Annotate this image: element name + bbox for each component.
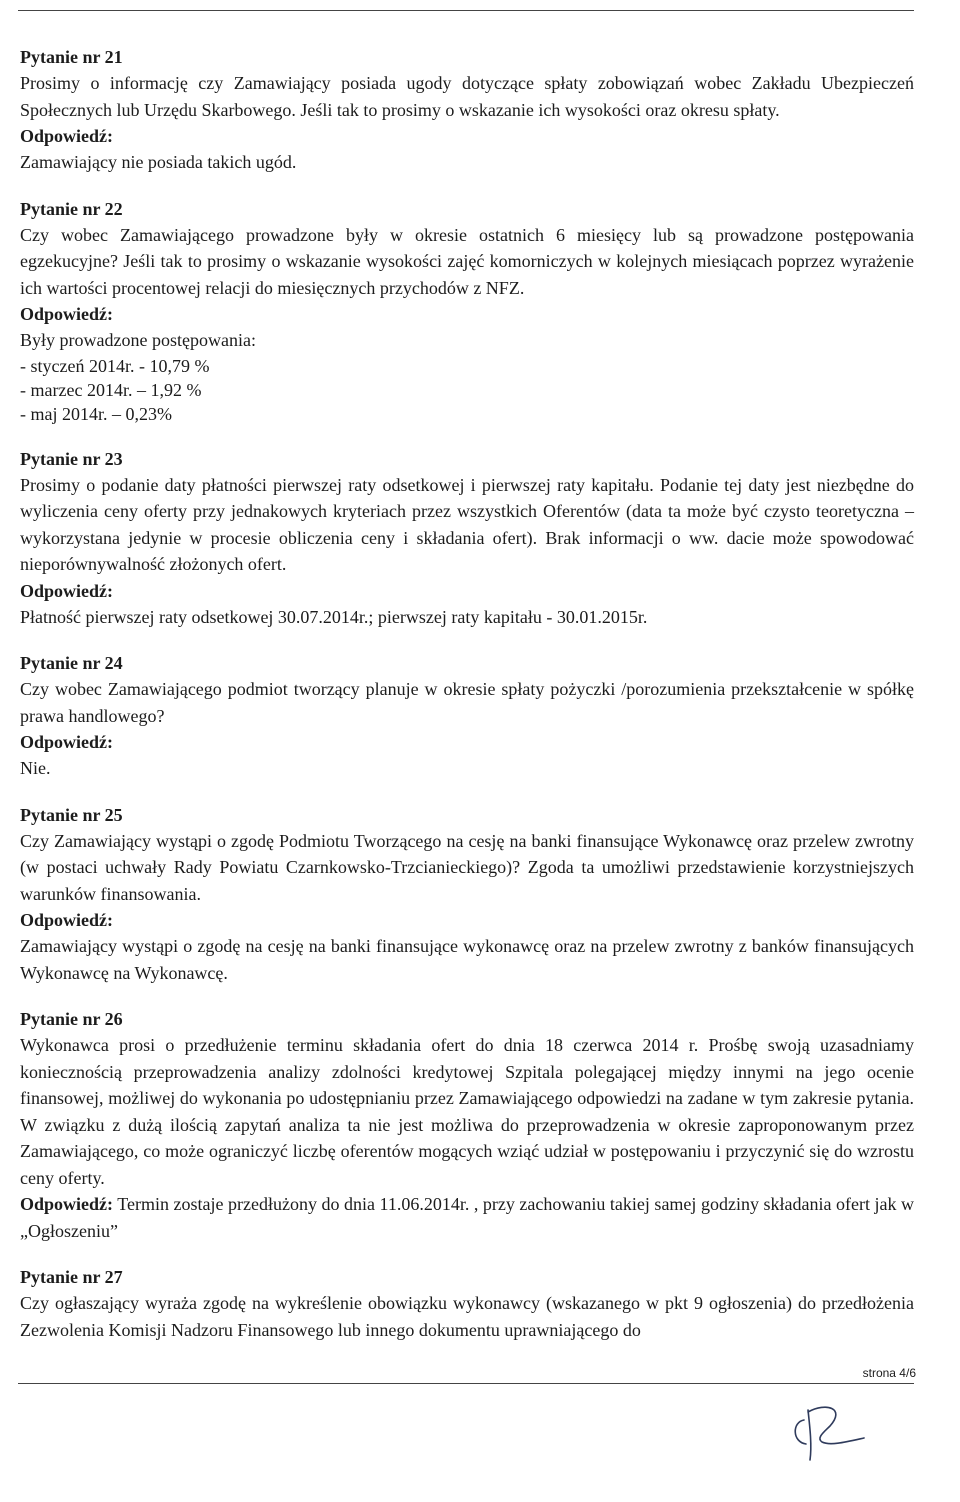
answer-label: Odpowiedź: [20, 732, 114, 752]
page-number: strona 4/6 [862, 1366, 916, 1380]
answer-label: Odpowiedź: [20, 910, 114, 930]
question-text: Czy Zamawiający wystąpi o zgodę Podmiotu Tworzącego na cesję na banki finansujące Wykonawcę oraz przelew zwrotny (w postaci uchwały Rady Powiatu Czarnkowsko-Trzcianieckiego)? Zgoda ta umożliwi przedstawienie korzystniejszych warunków finansowania. [20, 830, 914, 904]
question-25 [20, 802, 914, 987]
answer-text: Nie. [20, 758, 51, 778]
question-text: Czy ogłaszający wyraża zgodę na wykreślenie obowiązku wykonawcy (wskazanego w pkt 9 ogłoszenia) do przedłożenia Zezwolenia Komisji Nadzoru Finansowego lub innego dokumentu uprawniającego do [20, 1293, 914, 1340]
question-23 [20, 446, 914, 631]
question-text: Prosimy o podanie daty płatności pierwszej raty odsetkowej i pierwszej raty kapitału. Podanie tej daty jest niezbędne do wyliczenia ceny oferty przy jednakowych kryteriach przez wszystkich Oferentów (data ta może być czysto teoretyczna – wykorzystana jedynie w procesie obliczenia ceny i składania ofert). Brak informacji o ww. dacie może spowodować nieporównywalność złożonych ofert. [20, 474, 914, 574]
question-27 [20, 1264, 914, 1343]
question-text: Czy wobec Zamawiającego prowadzone były w okresie ostatnich 6 miesięcy lub są prowadzone postępowania egzekucyjne? Jeśli tak to prosimy o wskazanie wysokości zajęć komorniczych w kolejnych miesiącach poprzez wyrażenie ich wartości procentowej relacji do miesięcznych przychodów z NFZ. [20, 224, 914, 298]
answer-text: Płatność pierwszej raty odsetkowej 30.07.2014r.; pierwszej raty kapitału - 30.01.2015r. [20, 606, 648, 627]
question-title: Pytanie nr 27 [20, 1267, 123, 1287]
document-body [20, 44, 914, 1363]
top-rule [18, 10, 914, 11]
answer-text: Zamawiający wystąpi o zgodę na cesję na banki finansujące wykonawcę oraz na przelew zwrotny z banków finansujących Wykonawcę na Wykonawcę. [20, 936, 914, 983]
answer-paragraph [20, 1191, 914, 1244]
question-21 [20, 44, 914, 176]
answer-label: Odpowiedź: [20, 580, 114, 601]
answer-label: Odpowiedź: [20, 304, 114, 324]
answer-label: Odpowiedź: [20, 1194, 114, 1214]
question-title: Pytanie nr 23 [20, 448, 123, 469]
question-22 [20, 196, 914, 426]
question-text: Prosimy o informację czy Zamawiający posiada ugody dotyczące spłaty zobowiązań wobec Zakładu Ubezpieczeń Społecznych lub Urzędu Skarbowego. Jeśli tak to prosimy o wskazanie ich wysokości oraz okresu spłaty. [20, 73, 914, 120]
answer-intro: Były prowadzone postępowania: [20, 330, 256, 350]
question-text: Wykonawca prosi o przedłużenie terminu składania ofert do dnia 18 czerwca 2014 r. Prośbę swoją uzasadniamy koniecznością przeprowadzenia analizy zdolności kredytowej Szpitala polegającej między innymi na jego ocenie finansowej, możliwej do wykonania po udostępnianiu przez Zamawiającego odpowiedzi na zadane w tym zakresie pytania. W związku z dużą ilością zapytań analiza ta nie jest możliwa do przeprowadzenia w okresie zaproponowanym przez Zamawiającego, co może ograniczyć liczbę oferentów mogących wziąć udział w postępowaniu i przyczynić się do wzrostu ceny oferty. [20, 1035, 914, 1188]
list-item: - styczeń 2014r. - 10,79 % [20, 355, 210, 376]
answer-list [20, 354, 914, 426]
answer-text: Termin zostaje przedłużony do dnia 11.06.2014r. , przy zachowaniu takiej samej godziny składania ofert jak w „Ogłoszeniu” [20, 1194, 914, 1241]
question-26 [20, 1006, 914, 1244]
answer-label: Odpowiedź: [20, 126, 114, 146]
question-title: Pytanie nr 25 [20, 804, 123, 825]
question-text: Czy wobec Zamawiającego podmiot tworzący planuje w okresie spłaty pożyczki /porozumienia przekształcenie w spółkę prawa handlowego? [20, 679, 914, 726]
answer-text: Zamawiający nie posiada takich ugód. [20, 152, 297, 172]
signature-initials-icon [786, 1398, 870, 1462]
question-title: Pytanie nr 21 [20, 47, 123, 67]
question-title: Pytanie nr 24 [20, 653, 123, 673]
list-item: - marzec 2014r. – 1,92 % [20, 379, 202, 400]
bottom-rule [18, 1383, 914, 1384]
list-item: - maj 2014r. – 0,23% [20, 403, 172, 424]
question-title: Pytanie nr 22 [20, 198, 123, 219]
question-title: Pytanie nr 26 [20, 1009, 123, 1029]
question-24 [20, 650, 914, 782]
